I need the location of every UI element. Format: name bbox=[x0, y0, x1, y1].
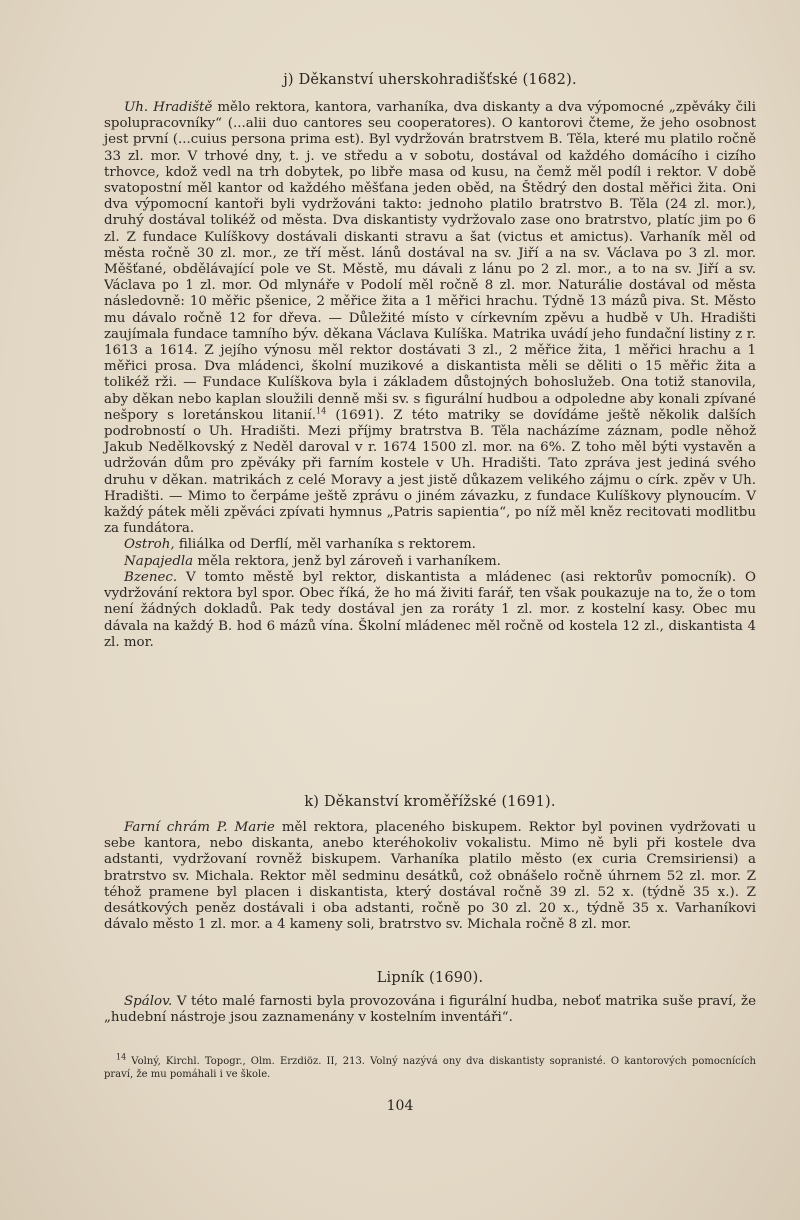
paragraph-ostroh bbox=[104, 537, 756, 553]
section-heading-j: j) Děkanství uherskohradišťské (1682). bbox=[283, 72, 577, 88]
page-number: 104 bbox=[386, 1098, 414, 1114]
place-name: Ostroh, bbox=[124, 537, 175, 553]
place-name: Napajedla bbox=[124, 553, 194, 569]
place-name: Bzenec. bbox=[124, 569, 178, 585]
footnote-text bbox=[104, 1052, 756, 1081]
paragraph-text: mělo rektora, kantora, varhaníka, dva diskanty a dva výpomocné „zpěváky čili spolupracovníky“ (...alii duo cantores seu cooperatores). O kantorovi čteme, že jeho osobnost jest první (...cuius persona prima est). Byl vydržován bratrstvem B. Těla, které mu platilo ročně 33 zl. mor. V trhové dny, t. j. ve středu a v sobotu, dostával od každého domácího i cizího trhovce, kdož vedl na trh dobytek, po libře masa od kusu, na čemž měl podíl i rektor. V době svatopostní měl kantor od každého měšťana jeden oběd, na Štědrý den dostal měřici žita. Oni dva výpomocní kantoři byli vydržováni takto: jednoho platilo bratrstvo B. Těla (24 zl. mor.), druhý dostával tolikéž od města. Dva diskantisty vydržovalo zase ono bratrstvo, platíc jim po 6 zl. Z fundace Kulíškovy dostávali diskanti stravu a šat (victus et amictus). Varhaník měl od města ročně 30 zl. mor., ze tří měst. lánů dostával na sv. Jiří a na sv. Václava po 3 zl. mor. Měšťané, obdělávající pole ve St. Městě, mu dávali z lánu po 2 zl. mor., a to na sv. Jiří a sv. Václava po 1 zl. mor. Od mlynáře v Podolí měl ročně 8 zl. mor. Naturálie dostával od města následovně: 10 měřic pšenice, 2 měřice žita a 1 měřici hrachu. Týdně 13 mázů piva. St. Město mu dávalo ročně 12 for dřeva. — Důležité místo v církevním zpěvu a hudbě v Uh. Hradišti zaujímala fundace tamního býv. děkana Václava Kulíška. Matrika uvádí jeho fundační listiny z r. 1613 a 1614. Z jejího výnosu měl rektor dostávati 3 zl., 2 měřice žita, 1 měřici hrachu a 1 měřici prosa. Dva mládenci, školní muzikové a diskantista měli se děliti o 15 měřic žita a tolikéž rži. — Fundace Kulíškova byla i základem důstojných bohoslužeb. Ona totiž stanovila, aby děkan nebo kaplan sloužili denně mši sv. s figurální hudbou a odpoledne aby konali zpívané nešpory s loretánskou litanií. bbox=[104, 100, 756, 423]
paragraph-spalov bbox=[104, 994, 756, 1026]
paragraph-farni-chram bbox=[104, 820, 756, 933]
paragraph-text: měla rektora, jenž byl zároveň i varhaníkem. bbox=[193, 553, 501, 569]
section-heading-lipnik: Lipník (1690). bbox=[376, 970, 484, 986]
place-name: Farní chrám P. Marie bbox=[124, 820, 275, 835]
footnote bbox=[104, 1052, 756, 1081]
section-k bbox=[104, 792, 756, 933]
paragraph-bzenec bbox=[104, 570, 756, 651]
paragraph-text-cont: (1691). Z této matriky se dovídáme ještě několik dalších podrobností o Uh. Hradišti. Mezi příjmy bratrstva B. Těla nacházíme záznam, podle něhož Jakub Nedělkovský z Neděl daroval v r. 1674 1500 zl. mor. na 6%. Z toho měl býti vystavěn a udržován dům pro zpěváky při farním kostele v Uh. Hradišti. Tato zpráva jest jediná svého druhu v děkan. matrikách z celé Moravy a jest jistě důkazem velikého zájmu o círk. zpěv v Uh. Hradišti. — Mimo to čerpáme ještě zprávu o jiném závazku, z fundace Kulíškovy plynoucím. V každý pátek měli zpěváci zpívati hymnus „Patris sapientia“, po níž měl kněz recitovati modlitbu za fundátora. bbox=[104, 407, 756, 537]
paragraph-text: V tomto městě byl rektor, diskantista a mládenec (asi rektorův pomocník). O vydržování rektora byl spor. Obec říká, že ho má živiti farář, ten však poukazuje na to, že o tom není žádných dokladů. Pak tedy dostával jen za roráty 1 zl. mor. z kostelní kasy. Obec mu dávala na každý B. hod 6 mázů vína. Školní mládenec měl ročně od kostela 12 zl., diskantista 4 zl. mor. bbox=[104, 569, 756, 650]
section-heading-k: k) Děkanství kroměřížské (1691). bbox=[304, 794, 556, 810]
paragraph-text: V této malé farnosti byla provozována i figurální hudba, neboť matrika suše praví, že „hudební nástroje jsou zaznamenány v kostelním inventáři“. bbox=[104, 994, 756, 1026]
place-name: Uh. Hradiště bbox=[124, 100, 213, 115]
footnote-body: Volný, Kirchl. Topogr., Olm. Erzdiöz. II, 213. Volný nazývá ony dva diskantisty sopranisté. O kantorových pomocnících praví, že mu pomáhali i ve škole. bbox=[104, 1056, 756, 1080]
place-name: Spálov. bbox=[124, 994, 173, 1009]
paragraph-text: filiálka od Derflí, měl varhaníka s rektorem. bbox=[174, 537, 476, 553]
section-lipnik bbox=[104, 968, 756, 1026]
paragraph-napajedla bbox=[104, 554, 756, 570]
footnote-number: 14 bbox=[116, 1052, 127, 1062]
paragraph-text: měl rektora, placeného biskupem. Rektor byl povinen vydržovati u sebe kantora, nebo diskanta, anebo kteréhokoliv vokalistu. Mimo ně byli při kostele dva adstanti, vydržovaní rovněž biskupem. Varhaníka platilo město (ex curia Cremsiriensi) a bratrstvo sv. Michala. Rektor měl sedminu desátků, což obnášelo ročně úhrnem 52 zl. mor. Z téhož pramene byl placen i diskantista, který dostával ročně 39 zl. 52 x. (týdně 35 x.). Z desátkových peněz dostávali i oba adstanti, ročně po 30 zl. 20 x., týdně 35 x. Varhaníkovi dávalo město 1 zl. mor. a 4 kameny soli, bratrstvo sv. Michala ročně 8 zl. mor. bbox=[104, 820, 756, 933]
footnote-ref: 14 bbox=[316, 406, 327, 416]
section-j bbox=[104, 70, 756, 651]
paragraph-uh-hradiste bbox=[104, 100, 756, 537]
